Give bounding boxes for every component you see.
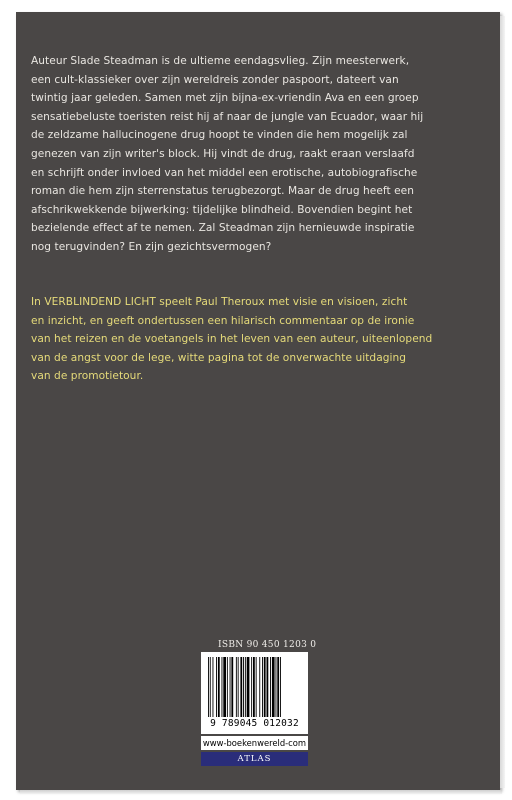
publisher-logo: ATLAS bbox=[201, 752, 308, 766]
page-edge-right bbox=[500, 16, 505, 788]
blurb-main-paragraph: Auteur Slade Steadman is de ultieme eendagsvlieg. Zijn meesterwerk, een cult-klassieker over zijn wereldreis zonder paspoort, dateert van twintig jaar geleden. Samen met zijn bijna-ex-vriendin Ava en een groep sensatiebeluste toeristen reist hij af naar de jungle van Ecuador, waar hij de zeldzame hallucinogene drug hoopt te vinden die hem mogelijk zal genezen van zijn writer's block. Hij vindt de drug, raakt eraan verslaafd en schrijft onder invloed van het middel een erotische, autobiografische roman die hem zijn sterrenstatus terugbezorgt. Maar de drug heeft een afschrikwekkende bijwerking: tijdelijke blindheid. Bovendien begint het bezielende effect af te nemen. Zal Steadman zijn hernieuwde inspiratie nog terugvinden? En zijn gezichtsvermogen? bbox=[31, 55, 424, 253]
barcode bbox=[201, 652, 308, 734]
blurb-secondary-paragraph: In VERBLINDEND LICHT speelt Paul Theroux met visie en visioen, zicht en inzicht, en geeft ondertussen een hilarisch commentaar op de ironie van het reizen en de voetangels in het leven van een auteur, uiteenlopend van de angst voor de lege, witte pagina tot de onverwachte uitdaging van de promotietour. bbox=[31, 296, 433, 383]
barcode-icon bbox=[208, 657, 301, 717]
isbn-number: ISBN 90 450 1203 0 bbox=[218, 640, 317, 650]
publisher-website: www-boekenwereld-com bbox=[202, 738, 307, 748]
page-edge-bottom bbox=[20, 790, 502, 794]
barcode-digits: 9 789045 012032 bbox=[210, 718, 299, 729]
